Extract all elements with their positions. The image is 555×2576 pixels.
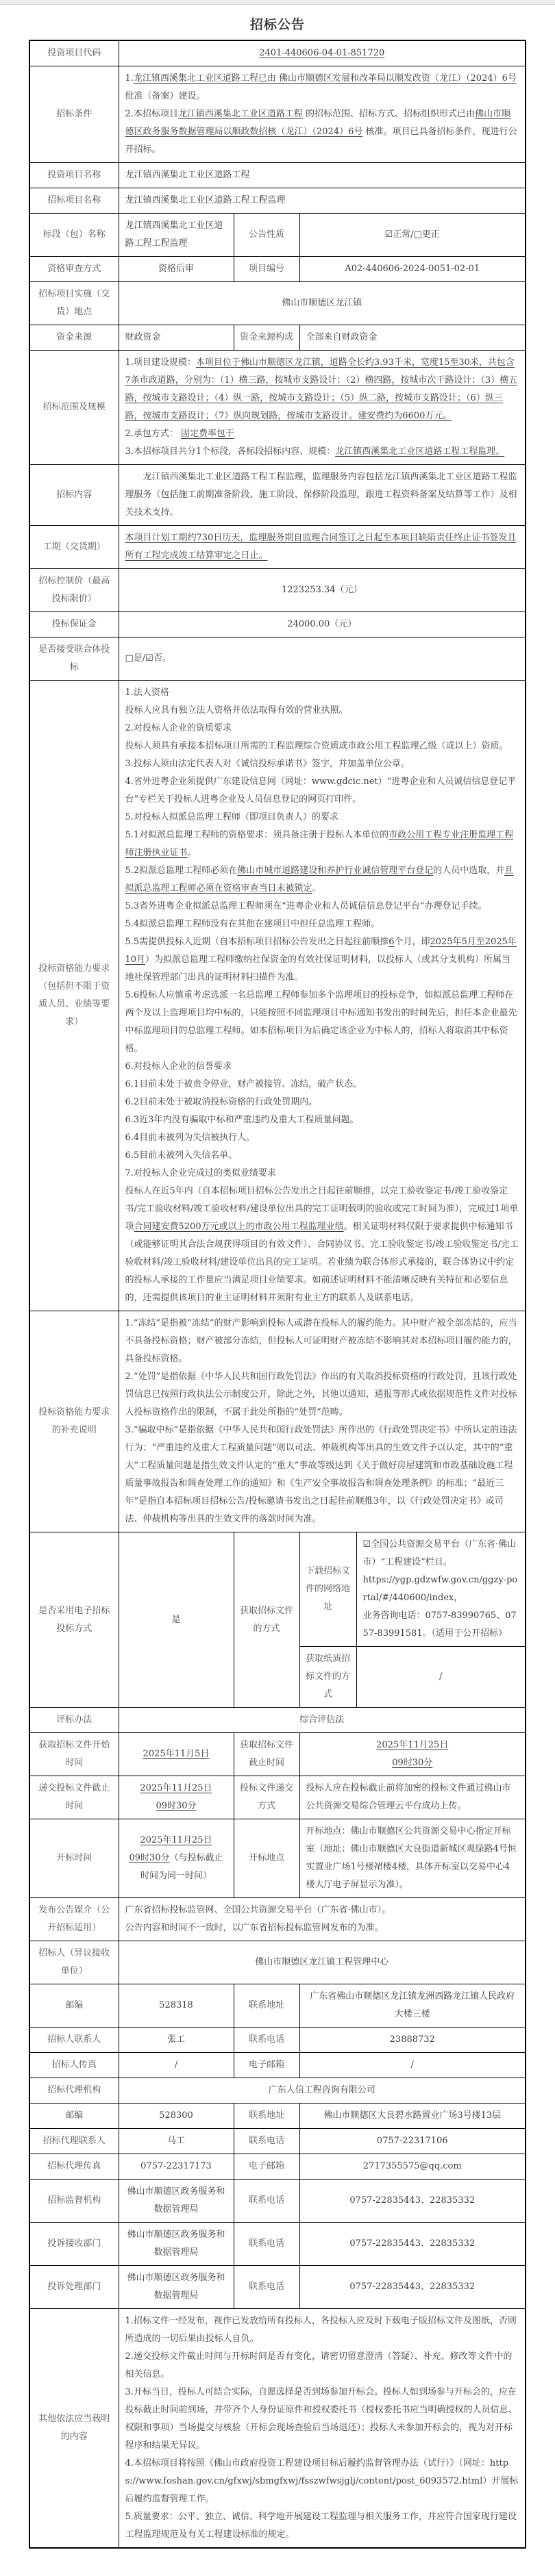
- row-tenderer-zip: [29, 1984, 526, 2028]
- download-address-value: ☑全国公共资源交易平台（广东省·佛山市）“工程建设”栏目。 https://ygp.gdzwfw.gov.cn/ggzy-portal/#/440600/index， 业务咨询电话：0757-83990765、0757-83991581。（适用于公开招标）: [356, 1532, 526, 1647]
- investment-code-value: 2401-440606-04-01-851720: [119, 40, 526, 66]
- electronic-bidding-value: 是: [119, 1532, 234, 1708]
- submit-end-label: 递交投标文件截止时间: [29, 1776, 119, 1819]
- submit-end-value: 2025年11月25日 09时30分: [119, 1776, 234, 1819]
- agency-zip-value: 528300: [119, 2104, 234, 2129]
- doc-end-label: 获取招标文件截止时间: [234, 1733, 299, 1776]
- tender-scope-value: 1.项目建设规模：本项目位于佛山市顺德区龙江镇，道路全长约3.93千米，宽度15至30米，共包含7条市政道路，分别为：（1）横三路，按城市支路设计；（2）横四路，按城市次干路设计；（3）横五路，按城市支路设计；（4）纵一路，按城市支路设计；（5）纵二路，按城市支路设计；（6）纵三路，按城市支路设计；（7）纵向规划路，按城市支路设计。建安费约为6600万元。 2.承包方式： 固定费率包干 3.本招标项目共分1个标段，各标段招标内容、规模：龙江镇西溪集北工业区道路工程工程监理。: [119, 351, 526, 465]
- delivery-location-label: 招标项目实施（交货）地点: [29, 282, 119, 325]
- tender-conditions-value: 1.龙江镇西溪集北工业区道路工程已由 佛山市顺德区发展和改革局以顺发改资（龙江）（2024）6号批准（备案）建设。 2.本招标项目龙江镇西溪集北工业区道路工程 的招标范围、招标方式、招标组织形式已由佛山市顺德区政务服务数据管理局以顺政数招核（龙江）（2024）6号 核准。项目已具备招标条件，现进行公开招标。: [119, 66, 526, 163]
- row-agency-fax: [29, 2154, 526, 2180]
- row-submission: [29, 1776, 526, 1819]
- open-time-value: 2025年11月25日 09时30分（与投标截止时间为同一时间）: [119, 1819, 234, 1898]
- tenderer-email-label: 电子邮箱: [234, 2053, 299, 2078]
- ceiling-price-value: 1223253.34（元）: [119, 569, 526, 612]
- page-title: 招标公告: [249, 17, 305, 32]
- agency-phone-label: 联系电话: [234, 2129, 299, 2154]
- row-qualification-supplement: [29, 1311, 526, 1532]
- complaint-handling-label: 投诉处理部门: [29, 2266, 119, 2309]
- tenderer-fax-value: /: [119, 2053, 234, 2078]
- fund-source-value: 财政资金: [119, 325, 234, 351]
- row-complaint-receiving: [29, 2223, 526, 2266]
- delivery-location-value: 佛山市顺德区龙江镇: [119, 282, 526, 325]
- tenderer-contact-label: 招标人联系人: [29, 2028, 119, 2053]
- open-place-value: 开标地点：佛山市顺德区公共资源交易中心指定开标室（地址：佛山市顺德区大良街道新城区观绿路4号恒实置业广场1号楼裙楼4楼，具体开标室以交易中心4楼大厅电子屏显示为准）。: [299, 1819, 526, 1898]
- supervisor-phone-label: 联系电话: [234, 2180, 299, 2223]
- download-address-label: 下载招标文件的网络地址: [299, 1532, 356, 1647]
- evaluation-method-value: 综合评估法: [119, 1708, 526, 1733]
- row-tenderer-fax: [29, 2053, 526, 2078]
- tenderer-zip-label: 邮编: [29, 1984, 119, 2028]
- row-tender-project-name: [29, 188, 526, 214]
- agency-contact-label: 招标代理联系人: [29, 2129, 119, 2154]
- supervisor-phone-value: 0757-22835443、22835332: [299, 2180, 526, 2223]
- row-ceiling-price: [29, 569, 526, 612]
- other-content-label: 其他依法应当载明的内容: [29, 2309, 119, 2549]
- complaint-receiving-phone-label: 联系电话: [234, 2223, 299, 2266]
- row-agency-contact: [29, 2129, 526, 2154]
- agency-contact-value: 马工: [119, 2129, 234, 2154]
- section-name-label: 标段（包）名称: [29, 214, 119, 257]
- project-number-label: 项目编号: [234, 257, 299, 282]
- agency-value: 广东人信工程咨询有限公司: [119, 2078, 526, 2104]
- row-tenderer-contact: [29, 2028, 526, 2053]
- agency-email-value: 2717355575@qq.com: [299, 2154, 526, 2180]
- section-name-value: 龙江镇西溪集北工业区道路工程工程监理: [119, 214, 234, 257]
- qualification-requirements-label: 投标资格能力要求（包括但不限于资质人员、业绩等要求）: [29, 681, 119, 1311]
- duration-label: 工期（交货期）: [29, 526, 119, 569]
- row-bid-opening: [29, 1819, 526, 1898]
- row-tender-scope: [29, 351, 526, 465]
- submit-method-label: 投标文件递交方式: [234, 1776, 299, 1819]
- row-complaint-handling: [29, 2266, 526, 2309]
- complaint-receiving-phone-value: 0757-22835443、22835332: [299, 2223, 526, 2266]
- row-document-times: [29, 1733, 526, 1776]
- investment-code-label: 投资项目代码: [29, 40, 119, 66]
- row-duration: [29, 526, 526, 569]
- fund-composition-label: 资金来源构成: [234, 325, 299, 351]
- open-place-label: 开标地点: [234, 1819, 299, 1898]
- doc-end-value: 2025年11月25日 09时30分: [299, 1733, 526, 1776]
- row-section-name: [29, 214, 526, 257]
- supervisor-label: 招标监督机构: [29, 2180, 119, 2223]
- consortium-value: □是/☑否。: [119, 637, 526, 681]
- row-delivery-location: [29, 282, 526, 325]
- bid-deposit-label: 投标保证金: [29, 612, 119, 637]
- other-content-value: 1.招标文件一经发布，视作已发放给所有投标人，各投标人应及时下载电子版招标文件及图纸，否则所造成的一切后果由投标人自负。 2.递交投标文件截止时间与开标时间是否有变化，请密切留意澄清（答疑）、补充、修改等文件中的相关信息。 3.开标当日，投标人可结合实际，自愿选择是否到场参加开标会。投标人如到场参与开标会的，应在投标截止时间前到场，并带齐个人身份证原件和授权委托书（授权委托书应当明确授权的人员信息、权限和事项）当场提交与核验（开标会现场查验后当场退还）；投标人未参加开标会的，视为对开标程序和结果无异议。 4.本招标项目将按照《佛山市政府投资工程建设项目标后履约监督管理办法（试行）》（网址：https://www.foshan.gov.cn/gfxwj/sbmgfxwj/fsszwfwsjglj/content/post_6093572.html）开展标后履约监督管理工作。 5.质量要求：公平、独立、诚信、科学地开展建设工程监理与相关服务工作，并应符合国家现行建设工程监理规范及有关工程建设标准的规定。: [119, 2309, 526, 2549]
- tender-scope-label: 招标范围及规模: [29, 351, 119, 465]
- notice-nature-label: 公告性质: [234, 214, 299, 257]
- row-tenderer: [29, 1941, 526, 1984]
- row-supervisor: [29, 2180, 526, 2223]
- agency-fax-label: 招标代理传真: [29, 2154, 119, 2180]
- complaint-handling-phone-label: 联系电话: [234, 2266, 299, 2309]
- tenderer-phone-label: 联系电话: [234, 2028, 299, 2053]
- publish-media-label: 发布公告媒介（公开招标适用）: [29, 1898, 119, 1941]
- row-publish-media: [29, 1898, 526, 1941]
- agency-address-value: 佛山市顺德区大良碧水路置业广场3号楼13层: [299, 2104, 526, 2129]
- investment-project-name-value: 龙江镇西溪集北工业区道路工程: [119, 163, 526, 188]
- row-fund-source: [29, 325, 526, 351]
- doc-start-label: 获取招标文件开始时间: [29, 1733, 119, 1776]
- tenderer-label: 招标人（异议接收单位）: [29, 1941, 119, 1984]
- investment-project-name-label: 投资项目名称: [29, 163, 119, 188]
- tenderer-fax-label: 招标人传真: [29, 2053, 119, 2078]
- paper-document-label: 获取纸质招标文件的方式: [299, 1647, 356, 1708]
- tender-content-value: 龙江镇西溪集北工业区道路工程工程监理，监理服务内容包括龙江镇西溪集北工业区道路工程监理服务（包括施工前期准备阶段、施工阶段、保修阶段监理，跟进工程资料备案及结算等工作）及相关技术支持。: [119, 465, 526, 526]
- tenderer-address-label: 联系地址: [234, 1984, 299, 2028]
- qualification-method-value: 资格后审: [119, 257, 234, 282]
- tender-conditions-label: 招标条件: [29, 66, 119, 163]
- row-agency: [29, 2078, 526, 2104]
- fund-composition-value: 全部来自财政资金: [299, 325, 526, 351]
- qualification-requirements-value: 1.法人资格 投标人应具有独立法人资格并依法取得有效的营业执照。 2.对投标人企业的资质要求 投标人须具有承接本招标项目所需的工程监理综合资质或市政公用工程监理乙级（或以上）资质。 3.投标人须由法定代表人对《诚信投标承诺书》签字，并加盖单位公章。 4.省外进粤企业须提供广东建设信息网（网址：www.gdcic.net）“进粤企业和人员诚信信息登记平台”专栏关于投标人进粤企业及人员信息登记的网页打印件。 5.对投标人拟派总监理工程师（即项目负责人）的要求 5.1对拟派总监理工程师的资格要求：须具备注册于投标人本单位的市政公用工程专业注册监理工程师注册执业证书。 5.2拟派总监理工程师必须在佛山市城市道路建设和养护行业诚信管理平台登记的人员中选取，并且拟派总监理工程师必须在资格审查当日未被锁定。 5.3省外进粤企业拟派总监理工程师须在“进粤企业和人员诚信信息登记平台”办理登记手续。 5.4拟派总监理工程师没有在其他在建项目中担任总监理工程师。 5.5需提供投标人近期（自本招标项目招标公告发出之日起往前顺推6个月，即2025年5月至2025年10月）为拟派总监理工程师缴纳社保资金的有效社保证明材料，以投标人（或其分支机构）所属当地社保管理部门出具的证明材料扫描件为准。 5.6投标人应慎重考虑选派一名总监理工程师参加多个监理项目的投标竞争，如拟派总监理工程师在两个及以上监理项目均中标的，只能按照不同监理项目中标通知书发出的时间先后，担任本企业最先中标监理项目的总监理工程师。如本招标项目为后确定该企业为中标人的，招标人将取消其中标资格。 6.对投标人企业的信誉要求 6.1目前未处于被责令停业，财产被接管、冻结，破产状态。 6.2目前未处于被取消投标资格的行政处罚期内。 6.3近3年内没有骗取中标和严重违约及重大工程质量问题。 6.4目前未被列为失信被执行人。 6.5目前未被列入失信名单。 7.对投标人企业完成过的类似业绩要求 投标人在近5年内（自本招标项目招标公告发出之日起往前顺推，以完工验收鉴定书/竣工验收鉴定书/完工验收材料/竣工验收材料/建设单位出具的完工证明载明的验收或完工时间为准），完成过1项单项合同建安费5200万元或以上的市政公用工程监理业绩。相关证明材料仅限于要求提供中标通知书（或能够证明其合法合规获得项目的有效文件）、合同协议书、完工验收鉴定书/竣工验收鉴定书/完工验收材料/竣工验收材料/建设单位出具的完工证明。若业绩为联合体形式承接的，联合体协议中约定的投标人承接的工作量应当满足项目业绩要求。如前述证明材料不能清晰反映有关特征和必要信息的，还需提供该项目的业主证明材料并须附有业主方的联系人及联系电话。: [119, 681, 526, 1311]
- tender-project-name-label: 招标项目名称: [29, 188, 119, 214]
- bid-deposit-value: 24000.00（元）: [119, 612, 526, 637]
- tender-content-label: 招标内容: [29, 465, 119, 526]
- row-electronic-bidding: [29, 1532, 526, 1647]
- consortium-label: 是否接受联合体投标: [29, 637, 119, 681]
- qualification-supplement-value: 1.“冻结”是指被“冻结”的财产影响到投标人或潜在投标人的履约能力。其中财产被全部冻结的，应当不具备投标资格；财产被部分冻结，但投标人可证明财产被冻结不影响其对本招标项目履约能力的，具备投标资格。 2.“处罚”是指依据《中华人民共和国行政处罚法》作出的有关取消投标资格的行政处罚，且该行政处罚信息已按照行政执法公示制度公开，除此之外，其他以通知、通报等形式或依据规范性文件对投标人投标资格作出的限制，不属于此处所指的“处罚”范畴。 3.“骗取中标”是指依据《中华人民共和国行政处罚法》所作出的《行政处罚决定书》中所认定的违法行为；“严重违约及重大工程质量问题”则以司法、仲裁机构等出具的生效文件予以认定，其中的“重大”工程质量问题是指生效文件认定的“重大”事故等级达到《关于做好房屋建筑和市政基础设施工程质量事故报告和调查处理工作的通知》和《生产安全事故报告和调查处理条例》的标准；“最近三年”是指自本招标项目招标公告/投标邀请书发出之日起往前顺推3年，以《行政处罚决定书》或司法、仲裁机构等出具的生效文件的落款时间为准。: [119, 1311, 526, 1532]
- row-qualification-method: [29, 257, 526, 282]
- fund-source-label: 资金来源: [29, 325, 119, 351]
- tenderer-phone-value: 23888732: [299, 2028, 526, 2053]
- tenderer-zip-value: 528318: [119, 1984, 234, 2028]
- agency-address-label: 联系地址: [234, 2104, 299, 2129]
- row-agency-zip: [29, 2104, 526, 2129]
- submit-method-value: 投标人应在投标截止前将加密的投标文件通过佛山市公共资源交易综合管理云平台成功上传。: [299, 1776, 526, 1819]
- doc-start-value: 2025年11月5日: [119, 1733, 234, 1776]
- complaint-receiving-label: 投诉接收部门: [29, 2223, 119, 2266]
- complaint-receiving-value: 佛山市顺德区政务服务和数据管理局: [119, 2223, 234, 2266]
- tenderer-email-value: /: [299, 2053, 526, 2078]
- complaint-handling-phone-value: 0757-22835443、22835332: [299, 2266, 526, 2309]
- agency-fax-value: 0757-22317173: [119, 2154, 234, 2180]
- row-other-content: [29, 2309, 526, 2549]
- tender-announcement-table: [29, 40, 526, 2549]
- open-time-label: 开标时间: [29, 1819, 119, 1898]
- row-tender-conditions: [29, 66, 526, 163]
- qualification-supplement-label: 投标资格能力要求的补充说明: [29, 1311, 119, 1532]
- publish-media-value: 广东省招标投标监管网、全国公共资源交易平台（广东省·佛山市）。 公告内容和时间不一致时，以广东省招标投标监管网发布的为准。: [119, 1898, 526, 1941]
- ceiling-price-label: 招标控制价（最高投标限价）: [29, 569, 119, 612]
- row-investment-project-name: [29, 163, 526, 188]
- tenderer-value: 佛山市顺德区龙江镇工程管理中心: [119, 1941, 526, 1984]
- agency-label: 招标代理机构: [29, 2078, 119, 2104]
- agency-email-label: 电子邮箱: [234, 2154, 299, 2180]
- tender-project-name-value: 龙江镇西溪集北工业区道路工程工程监理: [119, 188, 526, 214]
- paper-document-value: /: [356, 1647, 526, 1708]
- page-top-strip: [0, 0, 555, 5]
- electronic-bidding-label: 是否采用电子招标投标方式: [29, 1532, 119, 1708]
- tenderer-address-value: 广东省佛山市顺德区龙江镇龙洲西路龙江镇人民政府大楼三楼: [299, 1984, 526, 2028]
- project-number-value: A02-440606-2024-0051-02-01: [299, 257, 526, 282]
- qualification-method-label: 资格审查方式: [29, 257, 119, 282]
- agency-zip-label: 邮编: [29, 2104, 119, 2129]
- duration-value: 本项目计划工期约730日历天，监理服务期自监理合同签订之日起至本项目缺陷责任终止证书签发且所有工程完成竣工结算审定之日止。: [119, 526, 526, 569]
- row-consortium: [29, 637, 526, 681]
- agency-phone-value: 0757-22317106: [299, 2129, 526, 2154]
- obtain-method-label: 获取招标文件的方式: [234, 1532, 299, 1708]
- row-investment-code: [29, 40, 526, 66]
- complaint-handling-value: 佛山市顺德区政务服务和数据管理局: [119, 2266, 234, 2309]
- row-tender-content: [29, 465, 526, 526]
- row-bid-deposit: [29, 612, 526, 637]
- tenderer-contact-value: 张工: [119, 2028, 234, 2053]
- row-qualification-requirements: [29, 681, 526, 1311]
- supervisor-value: 佛山市顺德区政务服务和数据管理局: [119, 2180, 234, 2223]
- row-evaluation-method: [29, 1708, 526, 1733]
- evaluation-method-label: 评标办法: [29, 1708, 119, 1733]
- notice-nature-value: ☑正常/□更正: [299, 214, 526, 257]
